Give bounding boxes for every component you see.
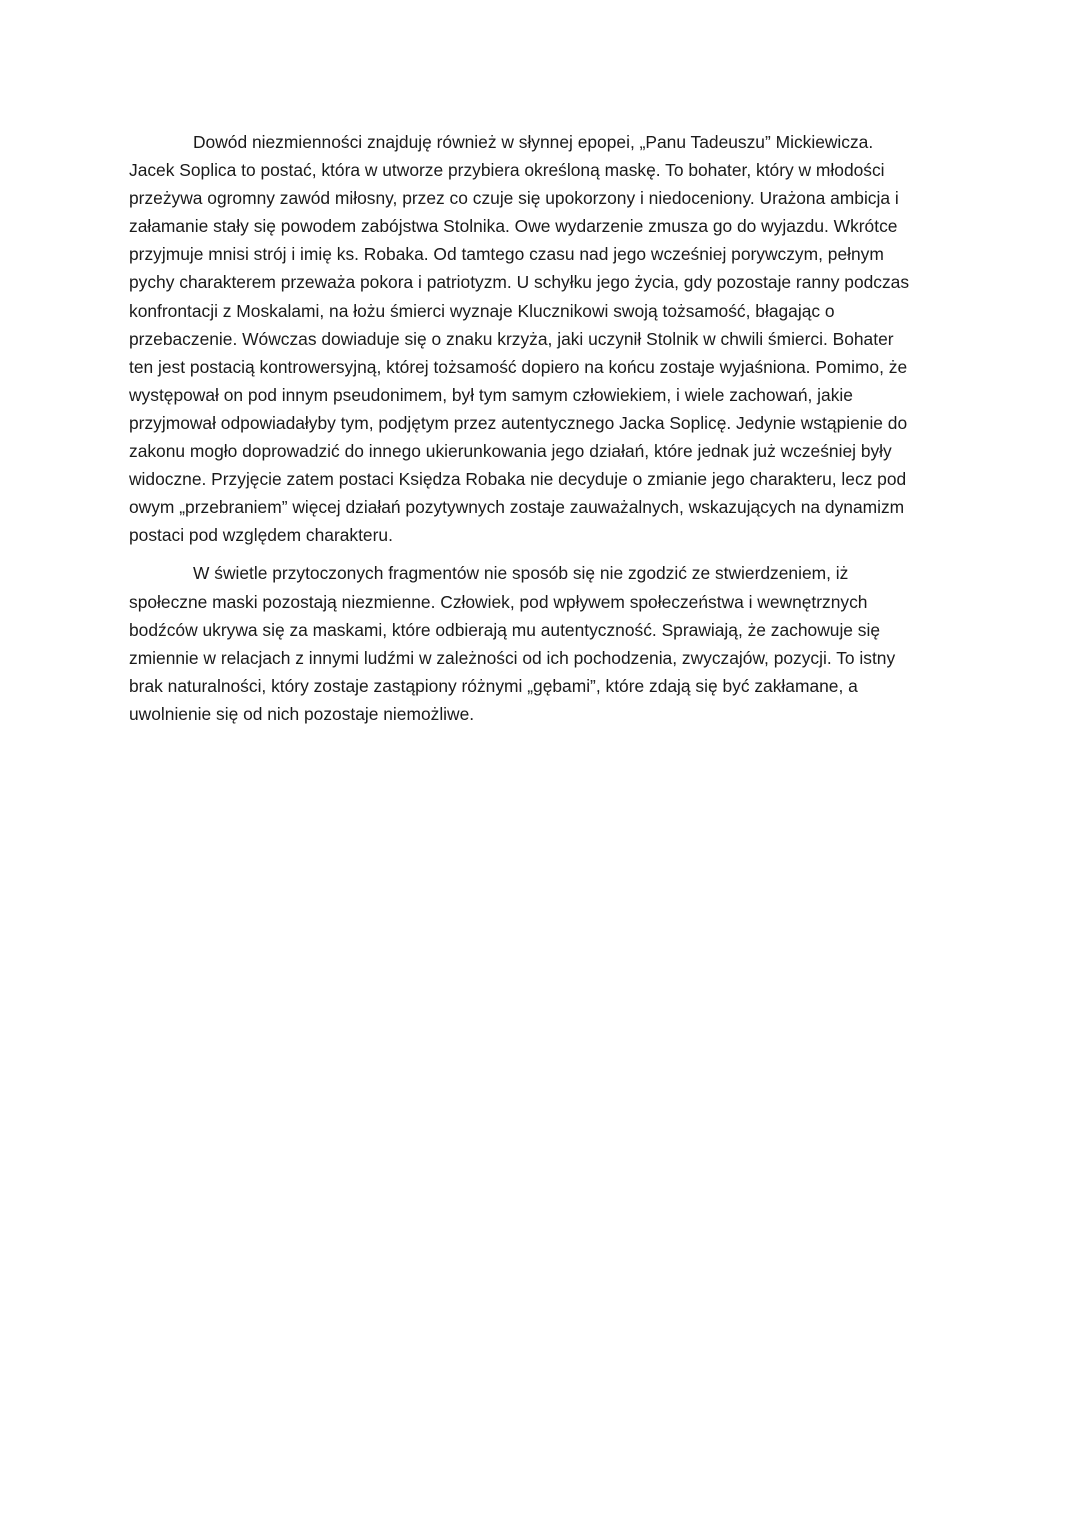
text-line: występował on pod innym pseudonimem, był tym samym człowiekiem, i wiele zachowań, jakie xyxy=(129,384,853,405)
text-line: W świetle przytoczonych fragmentów nie sposób się nie zgodzić ze stwierdzeniem, iż xyxy=(193,563,849,584)
text-line: postaci pod względem charakteru. xyxy=(129,525,393,546)
text-line: przyjmuje mnisi strój i imię ks. Robaka. Od tamtego czasu nad jego wcześniej porywczym, pełnym xyxy=(129,244,884,265)
text-line: brak naturalności, który zostaje zastąpiony różnymi „gębami”, które zdają się być zakłamane, a xyxy=(129,675,858,696)
text-line: Jacek Soplica to postać, która w utworze przybiera określoną maskę. To bohater, który w młodości xyxy=(129,160,885,181)
text-line: społeczne maski pozostają niezmienne. Człowiek, pod wpływem społeczeństwa i wewnętrznych xyxy=(129,591,868,612)
text-line: widoczne. Przyjęcie zatem postaci Księdza Robaka nie decyduje o zmianie jego charakteru, lecz pod xyxy=(129,469,907,490)
text-line: zakonu mogło doprowadzić do innego ukierunkowania jego działań, które jednak już wcześniej były xyxy=(129,441,892,462)
text-line: przyjmował odpowiadałyby tym, podjętym przez autentycznego Jacka Soplicę. Jedynie wstąpienie do xyxy=(129,412,908,433)
text-line: konfrontacji z Moskalami, na łożu śmierci wyznaje Klucznikowi swoją tożsamość, błagając o xyxy=(129,300,835,321)
text-line: załamanie stały się powodem zabójstwa Stolnika. Owe wydarzenie zmusza go do wyjazdu. Wkrótce xyxy=(129,216,898,237)
text-line: przebaczenie. Wówczas dowiaduje się o znaku krzyża, jaki uczynił Stolnik w chwili śmierci. Bohater xyxy=(129,328,894,349)
paragraph-2 xyxy=(129,559,956,728)
text-line: zmiennie w relacjach z innymi ludźmi w zależności od ich pochodzenia, zwyczajów, pozycji. To istny xyxy=(129,647,896,668)
text-line: owym „przebraniem” więcej działań pozytywnych zostaje zauważalnych, wskazujących na dynamizm xyxy=(129,497,905,518)
text-line: przeżywa ogromny zawód miłosny, przez co czuje się upokorzony i niedoceniony. Urażona ambicja i xyxy=(129,188,899,209)
text-line: uwolnienie się od nich pozostaje niemożliwe. xyxy=(129,703,475,724)
text-line: bodźców ukrywa się za maskami, które odbierają mu autentyczność. Sprawiają, że zachowuje się xyxy=(129,619,881,640)
text-line: ten jest postacią kontrowersyjną, której tożsamość dopiero na końcu zostaje wyjaśniona. Pomimo, że xyxy=(129,356,908,377)
paragraph-1 xyxy=(129,128,956,549)
text-line: Dowód niezmienności znajduję również w słynnej epopei, „Panu Tadeuszu” Mickiewicza. xyxy=(193,132,874,152)
text-line: pychy charakterem przeważa pokora i patriotyzm. U schyłku jego życia, gdy pozostaje ranny podczas xyxy=(129,272,910,293)
